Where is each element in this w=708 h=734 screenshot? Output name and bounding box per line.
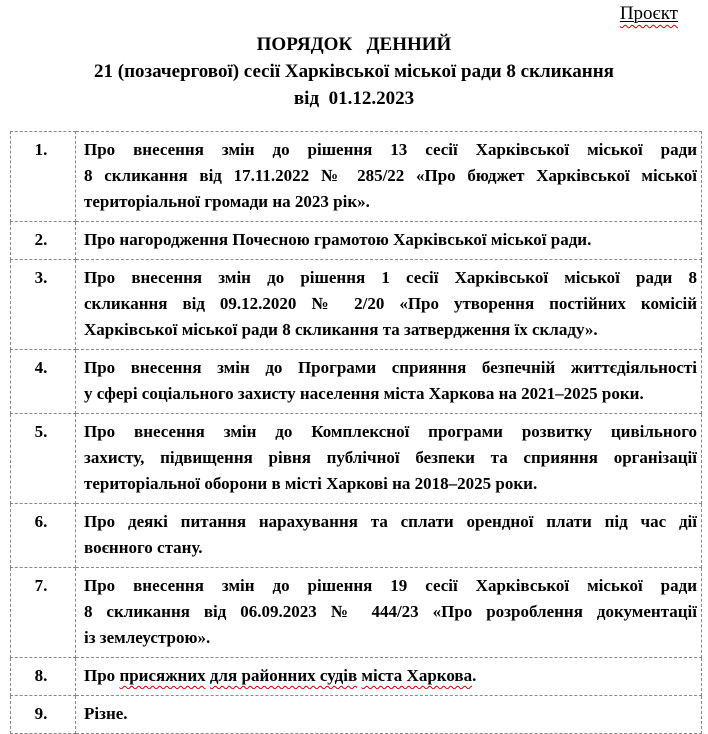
table-row [11,132,702,222]
table-row [11,350,702,414]
row-text-segment: Про [84,666,120,685]
project-label-row [0,0,708,25]
row-text-line: Про нагородження Почесною грамотою Харківської міської ради. [84,230,592,249]
row-number: 8. [11,658,76,696]
table-row [11,414,702,504]
row-text [76,696,702,734]
row-number: 1. [11,132,76,222]
row-text-line: Про внесення змін до рішення 13 сесії Харківської міської ради [84,140,697,159]
row-text-line: із землеустрою». [84,628,211,647]
row-number: 9. [11,696,76,734]
project-label-wavy-underline [620,3,678,24]
row-text-line: Різне. [84,704,128,723]
misspelled-word: для районних судів [209,666,358,685]
title-line-3: від 01.12.2023 [293,88,415,109]
row-number: 3. [11,260,76,350]
table-row [11,222,702,260]
title-line-2: 21 (позачергової) сесії Харківської міської ради 8 скликання [94,61,614,82]
row-text [76,260,702,350]
title-line-1: ПОРЯДОК ДЕННИЙ [256,34,452,55]
row-text-line: Про внесення змін до рішення 1 сесії Харківської міської ради 8 [84,268,697,287]
row-number: 7. [11,568,76,658]
row-number: 2. [11,222,76,260]
row-text-line: територіальної громади на 2023 рік». [84,192,370,211]
row-text-line: у сфері соціального захисту населення міста Харкова на 2021–2025 роки. [84,384,644,403]
row-text [76,568,702,658]
table-row [11,568,702,658]
row-number: 6. [11,504,76,568]
table-row [11,658,702,696]
row-text [76,222,702,260]
row-text [76,414,702,504]
table-row [11,504,702,568]
row-text [76,504,702,568]
row-text [76,350,702,414]
misspelled-word: присяжних [119,666,206,685]
row-text-line: Харківської міської ради 8 скликання та затвердження їх складу». [84,320,598,339]
table-row [11,260,702,350]
row-text-segment: . [472,666,477,685]
row-text-line: захисту, підвищення рівня публічної безпеки та сприяння організації [84,448,697,467]
row-text [76,658,702,696]
row-text-line: територіальної оборони в місті Харкові на 2018–2025 роки. [84,474,538,493]
agenda-table [10,131,702,734]
row-text [76,132,702,222]
row-text-line: Про внесення змін до рішення 19 сесії Харківської міської ради [84,576,697,595]
row-text-line: 8 скликання від 06.09.2023 № 444/23 «Про розроблення документації [84,602,697,621]
row-text-line: 8 скликання від 17.11.2022 № 285/22 «Про бюджет Харківської міської [84,166,697,185]
row-number: 4. [11,350,76,414]
row-text-line: Про деякі питання нарахування та сплати орендної плати під час дії [84,512,697,531]
row-number: 5. [11,414,76,504]
project-label: Проєкт [619,3,678,24]
document-title-block [0,31,708,112]
row-text-line: скликання від 09.12.2020 № 2/20 «Про утворення постійних комісій [84,294,697,313]
misspelled-word: міста Харкова [361,666,473,685]
row-text-line [84,663,697,689]
agenda-table-body [11,132,702,734]
row-text-line: воєнного стану. [84,538,203,557]
table-row [11,696,702,734]
row-text-line: Про внесення змін до Комплексної програми розвитку цивільного [84,422,697,441]
row-text-line: Про внесення змін до Програми сприяння безпечній життєдіяльності [84,358,697,377]
